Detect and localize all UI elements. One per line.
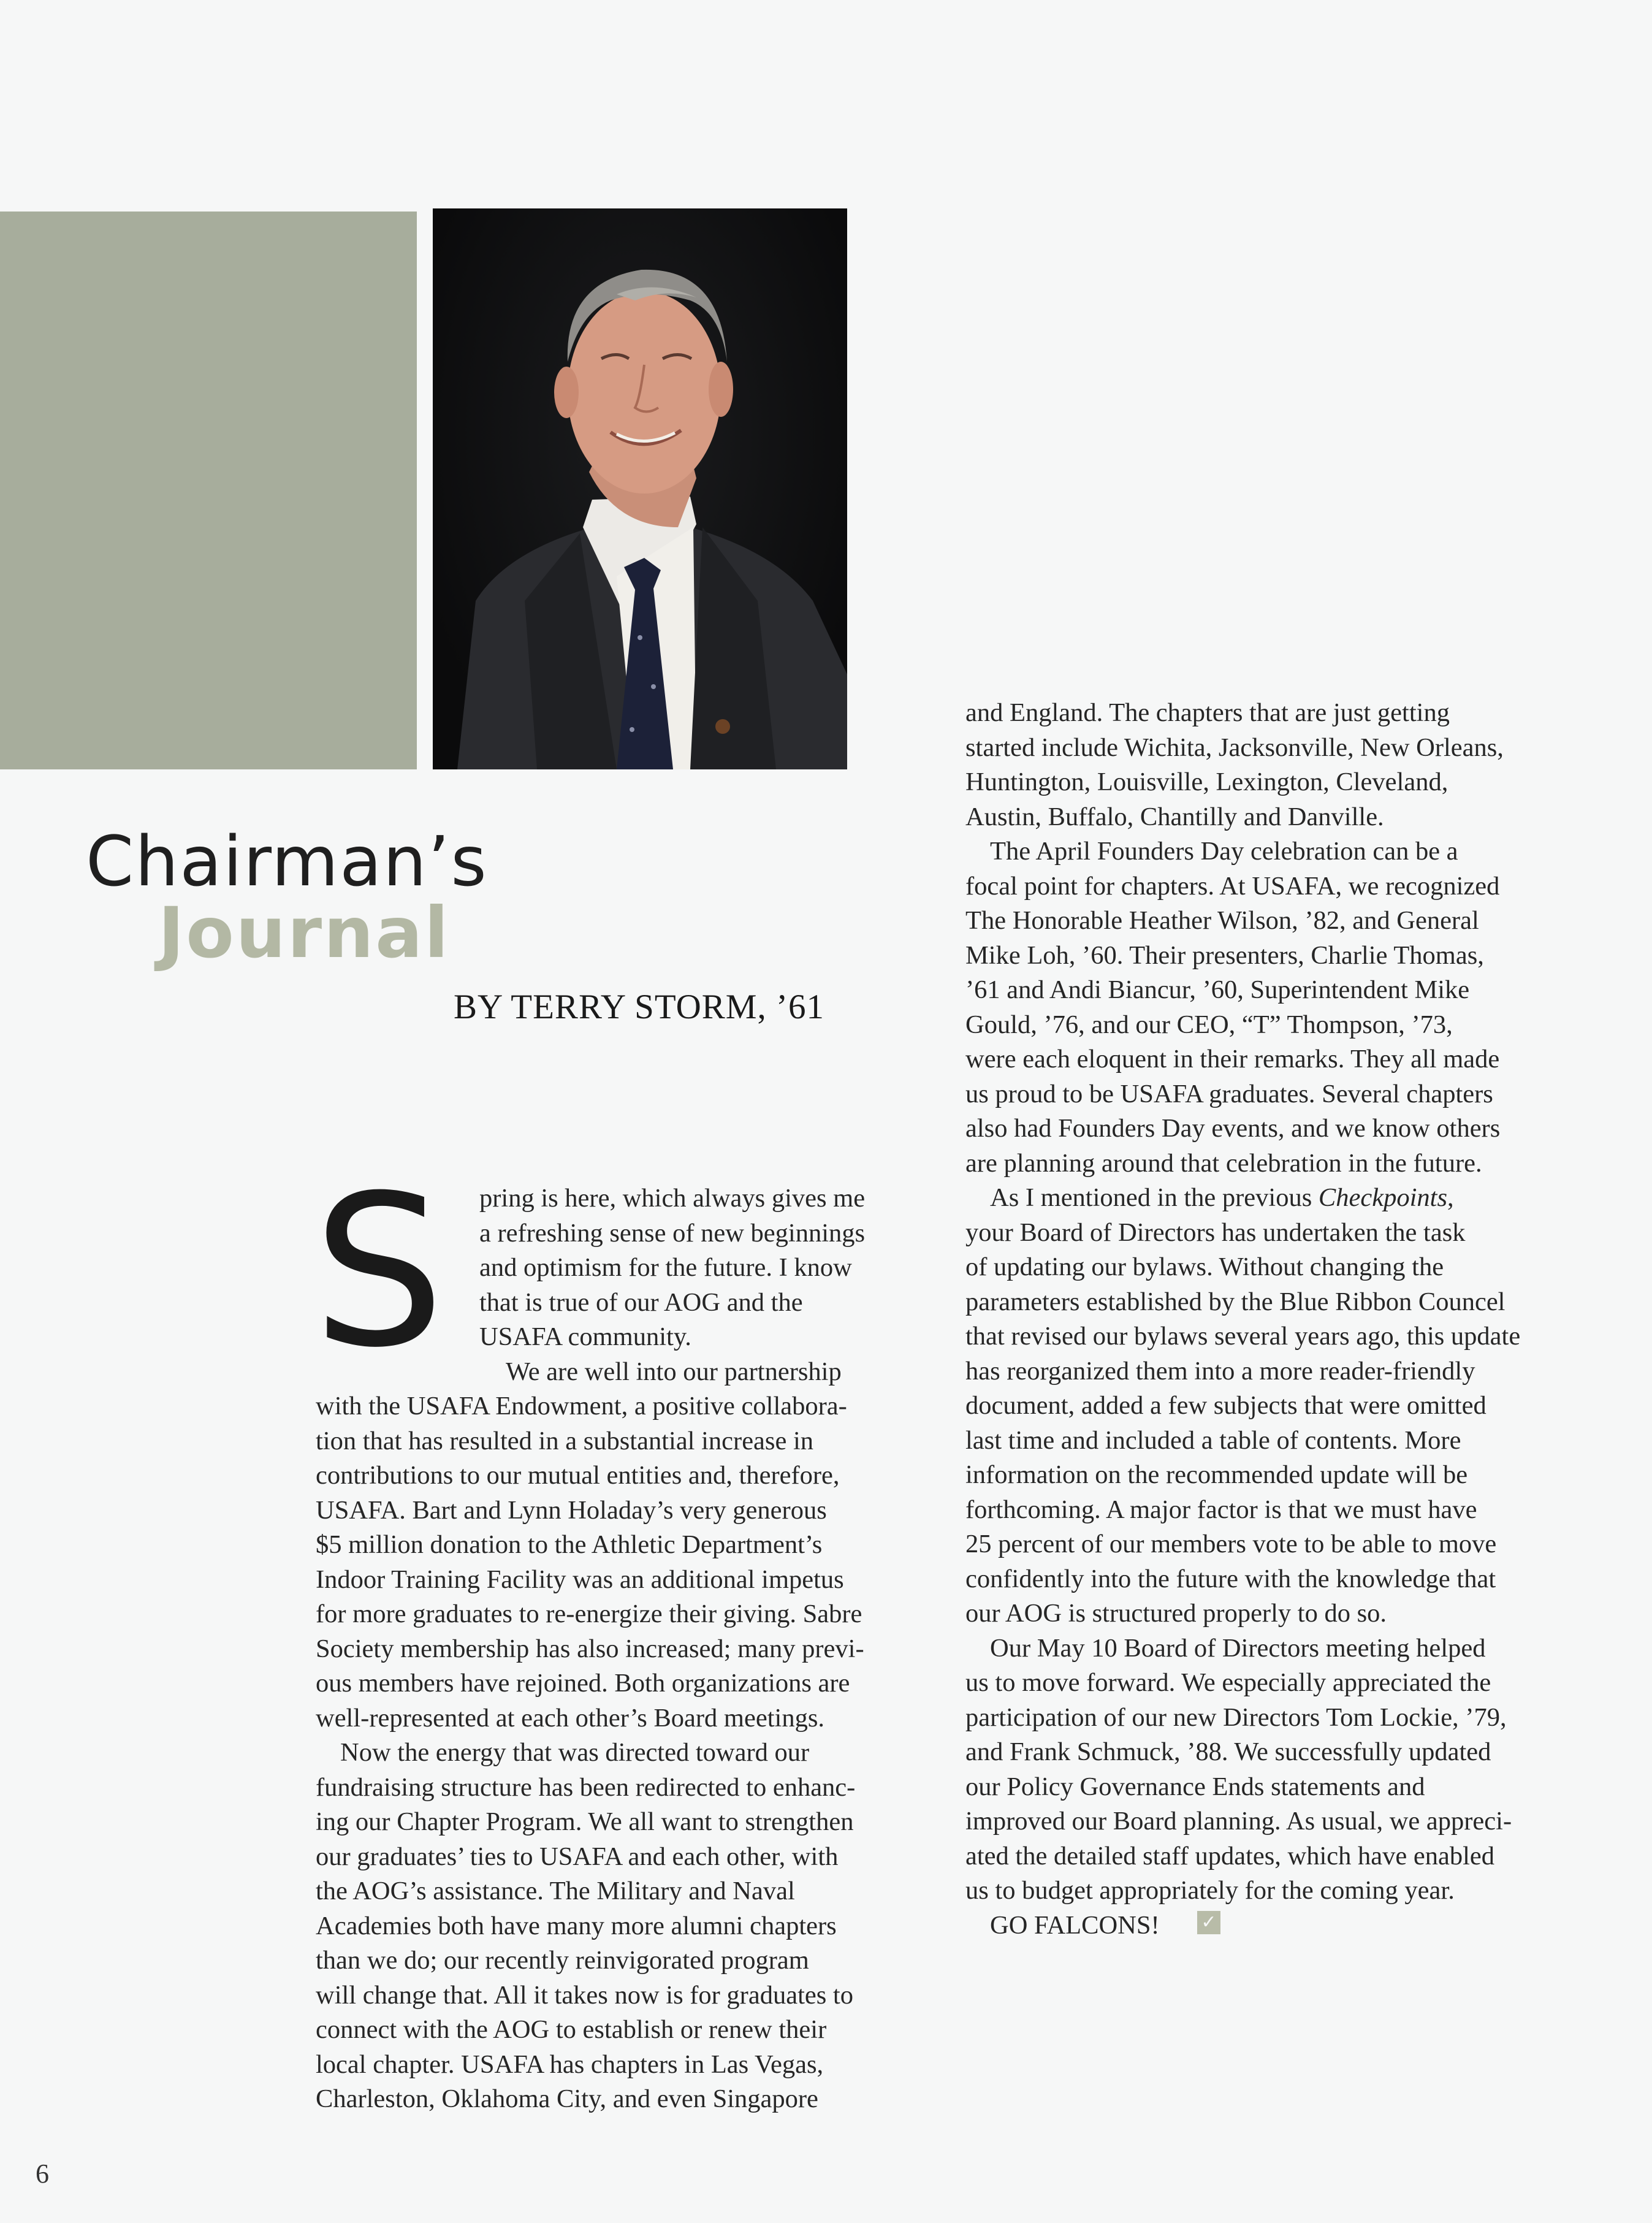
text-line: with the USAFA Endowment, a positive collabora- xyxy=(316,1392,847,1420)
text-line: GO FALCONS! xyxy=(990,1910,1160,1940)
text-line: ’61 and Andi Biancur, ’60, Superintendent Mike xyxy=(965,975,1470,1004)
text-line: and optimism for the future. I know xyxy=(479,1253,852,1282)
text-line: tion that has resulted in a substantial increase in xyxy=(316,1426,814,1455)
text-line: of updating our bylaws. Without changing the xyxy=(965,1253,1444,1281)
text-line: Our May 10 Board of Directors meeting helped xyxy=(990,1633,1486,1663)
text-line: improved our Board planning. As usual, we appreci- xyxy=(965,1807,1512,1836)
text-line: us to move forward. We especially appreciated the xyxy=(965,1668,1491,1697)
text-line: pring is here, which always gives me xyxy=(479,1184,866,1213)
text-line: Mike Loh, ’60. Their presenters, Charlie Thomas, xyxy=(965,940,1484,970)
text-line: us to budget appropriately for the coming year. xyxy=(965,1876,1455,1905)
text-line: document, added a few subjects that were omitted xyxy=(965,1391,1486,1420)
text-line: information on the recommended update will be xyxy=(965,1460,1468,1489)
text-line: and Frank Schmuck, ’88. We successfully updated xyxy=(965,1737,1491,1766)
right-column xyxy=(965,696,1554,1943)
publication-name: Checkpoints xyxy=(1318,1183,1447,1212)
text-line: the AOG’s assistance. The Military and Naval xyxy=(316,1877,795,1905)
text-line: than we do; our recently reinvigorated program xyxy=(316,1946,809,1975)
text-line: are planning around that celebration in the future. xyxy=(965,1148,1482,1178)
text-line: our Policy Governance Ends statements and xyxy=(965,1772,1425,1801)
text-line: Charleston, Oklahoma City, and even Singapore xyxy=(316,2084,818,2113)
text-line: ated the detailed staff updates, which have enabled xyxy=(965,1841,1495,1870)
text-line: fundraising structure has been redirected to enhanc- xyxy=(316,1772,856,1802)
text-line: ous members have rejoined. Both organizations are xyxy=(316,1669,850,1698)
text-line: last time and included a table of contents. More xyxy=(965,1425,1461,1455)
text-line: USAFA community. xyxy=(479,1322,691,1351)
text-line: Academies both have many more alumni chapters xyxy=(316,1911,837,1940)
text-line: parameters established by the Blue Ribbon Councel xyxy=(965,1287,1505,1316)
end-mark-check-icon: ✓ xyxy=(1197,1911,1220,1934)
text-line: 25 percent of our members vote to be able to move xyxy=(965,1530,1497,1558)
text-line: your Board of Directors has undertaken the task xyxy=(965,1218,1466,1247)
text-line: ing our Chapter Program. We all want to strengthen xyxy=(316,1807,854,1836)
page-number: 6 xyxy=(36,2159,49,2189)
text-line: confidently into the future with the knowledge that xyxy=(965,1564,1496,1593)
byline: BY TERRY STORM, ’61 xyxy=(454,988,824,1026)
text-line: were each eloquent in their remarks. They all made xyxy=(965,1045,1500,1073)
text-line: Huntington, Louisville, Lexington, Cleveland, xyxy=(965,768,1448,796)
text-line: a refreshing sense of new beginnings xyxy=(479,1218,866,1248)
text-line: USAFA. Bart and Lynn Holaday’s very generous xyxy=(316,1495,827,1525)
text-line: Gould, ’76, and our CEO, “T” Thompson, ’73, xyxy=(965,1010,1453,1039)
text-line: contributions to our mutual entities and, therefore, xyxy=(316,1461,840,1490)
text-line: us proud to be USAFA graduates. Several chapters xyxy=(965,1079,1493,1108)
text-line: has reorganized them into a more reader-friendly xyxy=(965,1356,1475,1386)
text-line: for more graduates to re-energize their giving. Sabre xyxy=(316,1600,862,1628)
text-line: that is true of our AOG and the xyxy=(479,1287,803,1317)
text-line: $5 million donation to the Athletic Department’s xyxy=(316,1530,823,1559)
text-line: that revised our bylaws several years ago, this update xyxy=(965,1322,1521,1351)
text-line: will change that. All it takes now is for graduates to xyxy=(316,1980,853,2010)
text-line: forthcoming. A major factor is that we must have xyxy=(965,1495,1477,1524)
text-line: well-represented at each other’s Board meetings. xyxy=(316,1703,824,1733)
text-line: focal point for chapters. At USAFA, we recognized xyxy=(965,871,1500,901)
text-line: started include Wichita, Jacksonville, New Orleans, xyxy=(965,733,1504,762)
article-title-line-1: Chairman’s xyxy=(86,822,488,902)
text-line: our AOG is structured properly to do so. xyxy=(965,1599,1387,1628)
text-line: The April Founders Day celebration can be a xyxy=(990,837,1458,866)
drop-cap: S xyxy=(313,1151,445,1394)
text-line: our graduates’ ties to USAFA and each other, with xyxy=(316,1842,839,1871)
portrait-illustration xyxy=(433,208,847,769)
left-column xyxy=(316,1181,886,2117)
text-line: Society membership has also increased; many previ- xyxy=(316,1634,864,1663)
text-line: Austin, Buffalo, Chantilly and Danville. xyxy=(965,802,1384,831)
text-line: As I mentioned in the previous Checkpoints, xyxy=(990,1183,1454,1212)
article-title-line-2: Journal xyxy=(158,892,451,974)
text-line: The Honorable Heather Wilson, ’82, and General xyxy=(965,906,1479,935)
text-line: Now the energy that was directed toward our xyxy=(340,1738,810,1767)
portrait-photo xyxy=(433,208,847,769)
text-line: also had Founders Day events, and we know others xyxy=(965,1114,1501,1143)
text-line: local chapter. USAFA has chapters in Las Vegas, xyxy=(316,2050,824,2079)
text-line: and England. The chapters that are just getting xyxy=(965,698,1450,727)
decorative-color-block xyxy=(0,212,417,769)
text-line: Indoor Training Facility was an additional impetus xyxy=(316,1565,844,1594)
text-line: participation of our new Directors Tom Lockie, ’79, xyxy=(965,1703,1507,1732)
text-line: connect with the AOG to establish or renew their xyxy=(316,2015,827,2044)
text-line: We are well into our partnership xyxy=(506,1357,842,1386)
